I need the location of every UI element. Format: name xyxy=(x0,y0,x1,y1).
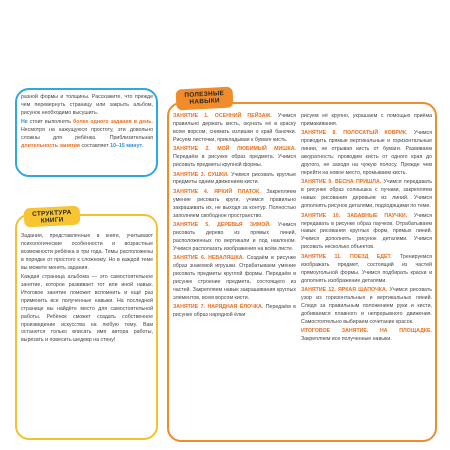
lesson-title: ЗАНЯТИЕ 3. СУШКИ. xyxy=(173,171,229,178)
lesson-title: ЗАНЯТИЕ 5. ДЕРЕВЬЯ ЗИМОЙ. xyxy=(173,222,271,229)
intro-text xyxy=(21,94,153,153)
lesson-title: ЗАНЯТИЕ 10. ЗАБАВНЫЕ ПАУЧКИ. xyxy=(301,212,408,219)
lesson-description: Учимся правильно держать кисть, окунать её в краску всем ворсом, снимать излишки о край баночки. Рисуем листочки, прикладывая к бумаге кисть. xyxy=(173,113,296,143)
lesson-description: Создаём в рисунке образ знакомой игрушки. Отрабатываем умение рисовать предметы круглой формы. Передаём в рисунке строение предмета, состоящего из частей. Закрепляем навык закрашивания круглых элементов, всем ворсом кисти. xyxy=(173,255,296,301)
intro-text-part: . Несмотря на кажущуюся простоту, эти довольно сложны для ребёнка. Приблизительная xyxy=(21,119,154,142)
intro-highlight-minutes: 10–15 минут xyxy=(110,143,143,150)
lesson-title: ЗАНЯТИЕ 4. ЯРКИЙ ПЛАТОК. xyxy=(173,188,261,195)
lesson-description: рисуем её крупно, украшаем с помощью приёма примакивания. xyxy=(301,113,432,127)
lesson-description: Тренируемся изображать предмет, состоящий из частей прямоугольной формы. Учимся подбирать краски и дополнять изображение деталями. xyxy=(301,253,433,284)
intro-highlight-duration: длительность занятия xyxy=(21,143,80,150)
structure-paragraph-2: Каждая страница альбома — это самостоятельное занятие, которое развивает тот или иной навык. Итоговое занятие поможет вспомнить и ещё раз применить все полученные навыки. На последней странице вы найдёте место для самостоятельной работы. Ребёнок сможет создать собственное произведение искусства на любую тему. Вам останется только вписать имя автора работы, вырезать и повесить шедевр на стену! xyxy=(21,274,153,344)
lesson-description: Передаём в рисунке образ нарядной ёлки xyxy=(173,304,296,319)
lesson-item xyxy=(301,328,432,344)
structure-text xyxy=(21,233,153,347)
lesson-item xyxy=(301,213,432,253)
lesson-item xyxy=(173,255,296,302)
lesson-item xyxy=(173,172,296,188)
intro-paragraph-2 xyxy=(21,119,153,151)
lesson-title: ЗАНЯТИЕ 2. МОЙ ЛЮБИМЫЙ МИШКА. xyxy=(173,146,296,153)
skills-column-1 xyxy=(173,113,296,322)
lesson-title: ЗАНЯТИЕ 11. ПОЕЗД ЕДЕТ. xyxy=(301,253,392,260)
lesson-item xyxy=(173,113,296,145)
lesson-item xyxy=(301,254,432,286)
intro-text-part: . xyxy=(142,143,144,150)
intro-paragraph-1: разной формы и толщины. Расскажите, что прежде чем перевернуть страницу или закрыть альбом, рисунок необходимо высушить. xyxy=(21,94,153,116)
lesson-item xyxy=(301,113,432,129)
skills-tab: ПОЛЕЗНЫЕ НАВЫКИ xyxy=(175,87,233,111)
lesson-item xyxy=(301,130,432,177)
lesson-item xyxy=(301,287,432,327)
intro-highlight-ne: Не xyxy=(21,119,28,126)
intro-text-part: стоит выполнять xyxy=(27,119,74,126)
lesson-title: ИТОГОВОЕ ЗАНЯТИЕ. НА ПЛОЩАДКЕ. xyxy=(301,328,432,335)
lesson-item xyxy=(173,189,296,221)
lesson-title: ЗАНЯТИЕ 7. НАРЯДНАЯ ЁЛОЧКА. xyxy=(173,304,264,311)
lesson-description: Учимся проводить прямые вертикальные и горизонтальные линии, не отрывая кисть от бумаги. Развиваем аккуратность: проводим кисть от одного края до другого, не заходя на чужую полосу. Прежде чем перейти на новое место, промываем кисть. xyxy=(301,130,432,176)
lesson-title: ЗАНЯТИЕ 9. ВЕСНА ПРИШЛА. xyxy=(301,179,382,186)
lesson-description: Закрепляем умение рисовать круги, учимся правильно закрашивать их, не выходя за контур. Полностью заполняем свободное пространство. xyxy=(173,188,297,219)
lesson-item xyxy=(173,222,296,254)
structure-tab: СТРУКТУРА КНИГИ xyxy=(24,206,81,228)
lesson-description: Учимся передавать в рисунке образ солнышка с лучами, закрепляем навык рисования деревьев из линий. Учимся дополнять рисунок деталями, подходящими по теме. xyxy=(301,179,432,210)
lesson-title: ЗАНЯТИЕ 6. НЕВАЛЯШКА. xyxy=(173,255,245,262)
skills-column-2 xyxy=(301,113,432,346)
intro-highlight-one-task: более одного задания в день xyxy=(73,119,152,126)
lesson-description: Закрепляем все полученные навыки. xyxy=(301,336,392,343)
lesson-title: ЗАНЯТИЕ 8. ПОЛОСАТЫЙ КОВРИК. xyxy=(301,130,408,137)
lesson-title: ЗАНЯТИЕ 12. ЯРКАЯ ШАПОЧКА. xyxy=(301,287,388,293)
lesson-description: Учимся рисовать дерево из прямых линий, расположенных по вертикали и под наклоном. Учимся располагать изображения на всём листе. xyxy=(173,222,296,252)
lesson-description: Учимся рисовать круглые предметы одним движением кисти. xyxy=(173,171,296,186)
structure-paragraph-1: Задания, представленные в книге, учитывают психологические особенности и возрастные возможности ребёнка в три года. Темы расположены в порядке от простого к сложному. Но в каждой теме вы можете менять задания. xyxy=(21,233,153,271)
lesson-item xyxy=(173,304,296,320)
lesson-description: Передаём в рисунке образ предмета. Учимся рисовать предметы крупной формы. xyxy=(173,154,296,169)
intro-text-part: составляет xyxy=(80,143,111,150)
lesson-item xyxy=(173,146,296,170)
lesson-title: ЗАНЯТИЕ 1. ОСЕННИЙ ПЕЙЗАЖ. xyxy=(173,113,272,119)
lesson-description: Учимся передавать в рисунке образ паучков. Отрабатываем навык рисования круглых форм, прямых линий. Учимся дополнять рисунок деталями. Учимся рисовать несколько объектов. xyxy=(301,212,432,251)
lesson-description: Учимся рисовать узор из горизонтальных и вертикальных линий. Следя за правильным положением руки и кисти, добиваемся плавного и непрерывного движения. Самостоятельно выбираем сочетание красок. xyxy=(301,287,433,325)
lesson-item xyxy=(301,179,432,211)
